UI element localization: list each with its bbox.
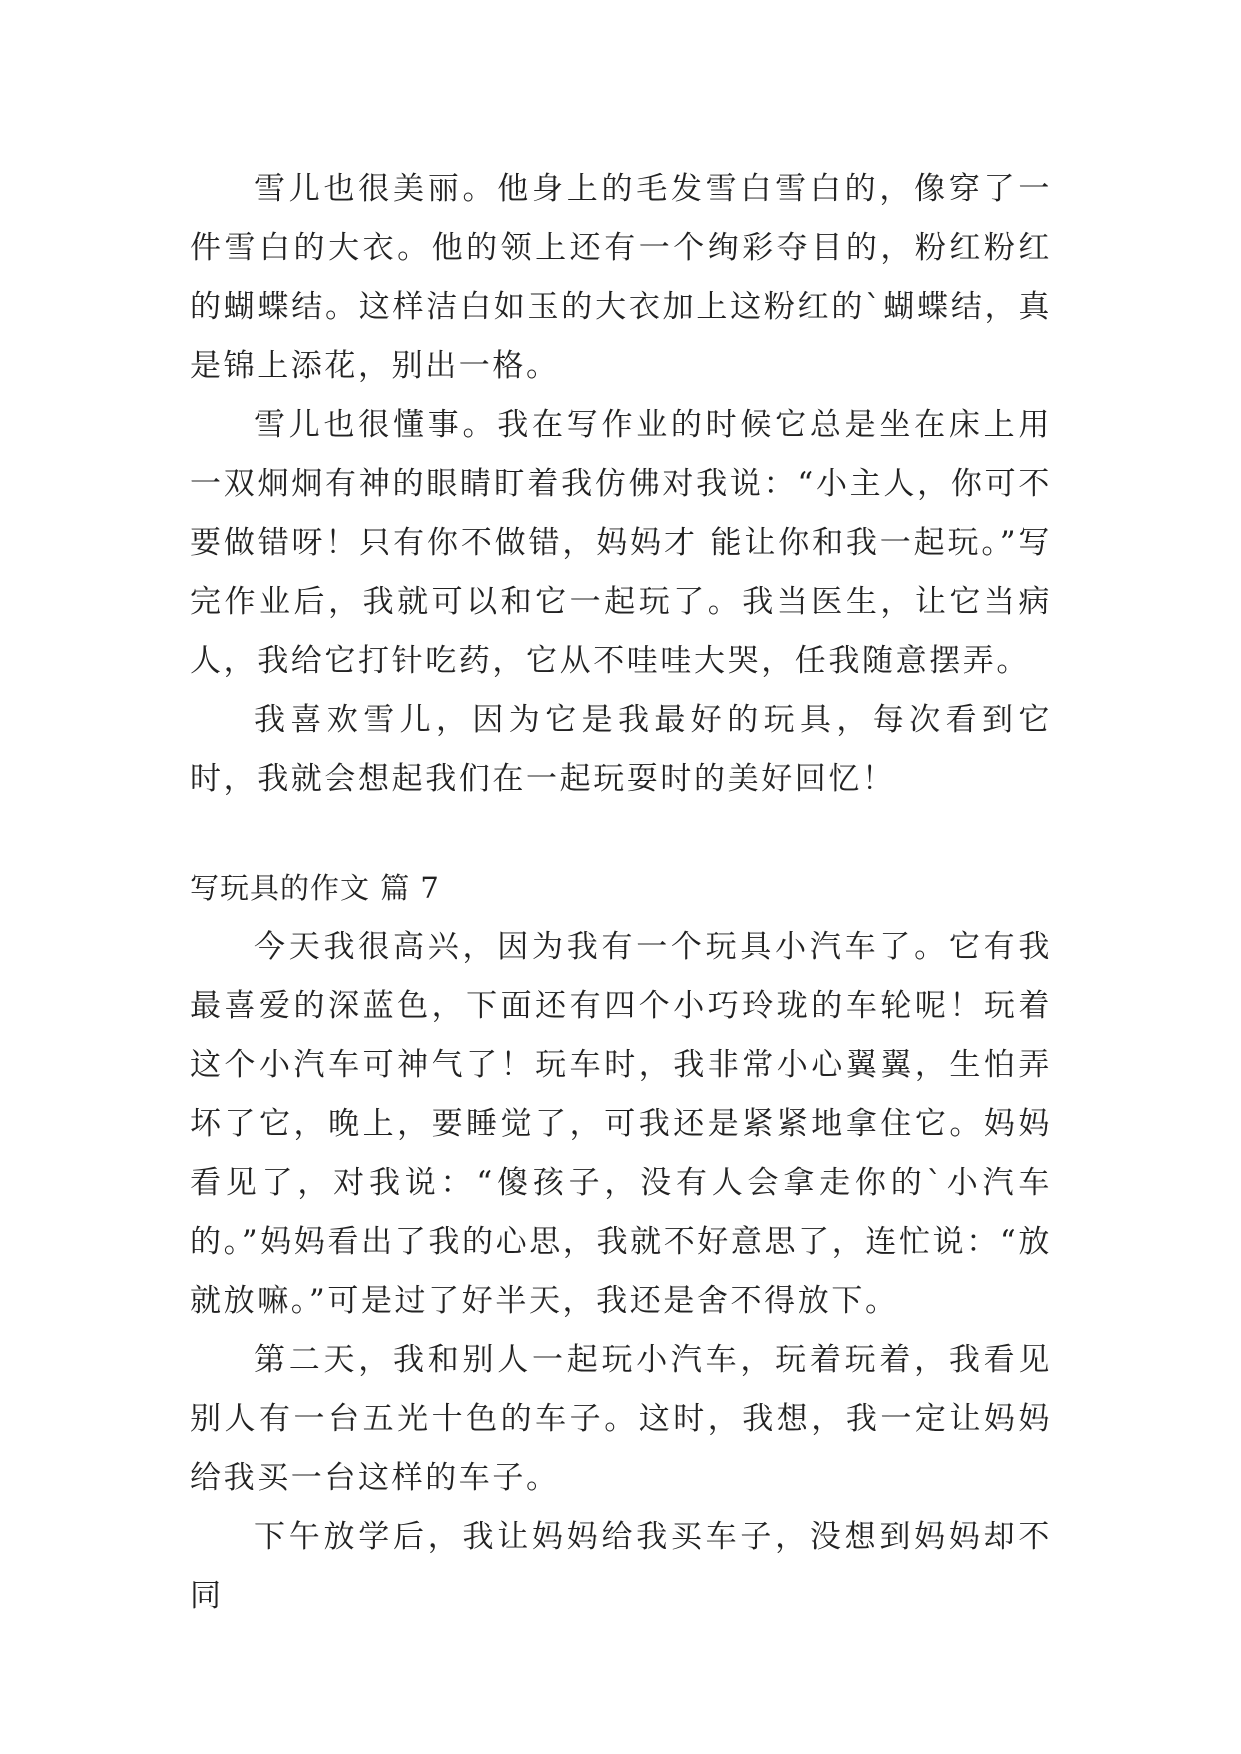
section-spacer	[190, 809, 1052, 859]
paragraph: 雪儿也很美丽。他身上的毛发雪白雪白的，像穿了一件雪白的大衣。他的领上还有一个绚彩夺目的，粉红粉红的蝴蝶结。这样洁白如玉的大衣加上这粉红的`蝴蝶结，真是锦上添花，别出一格。	[190, 171, 1052, 384]
paragraph: 雪儿也很懂事。我在写作业的时候它总是坐在床上用一双炯炯有神的眼睛盯着我仿佛对我说：“小主人，你可不要做错呀！只有你不做错，妈妈才 能让你和我一起玩。”写完作业后，我就可以和它一起玩了。我当医生，让它当病人，我给它打针吃药，它从不哇哇大哭，任我随意摆弄。	[190, 407, 1052, 679]
paragraph: 今天我很高兴，因为我有一个玩具小汽车了。它有我最喜爱的深蓝色，下面还有四个小巧玲珑的车轮呢！玩着这个小汽车可神气了！玩车时，我非常小心翼翼，生怕弄坏了它，晚上，要睡觉了，可我还是紧紧地拿住它。妈妈看见了，对我说：“傻孩子，没有人会拿走你的`小汽车的。”妈妈看出了我的心思，我就不好意思了，连忙说：“放就放嘛。”可是过了好半天，我还是舍不得放下。	[190, 929, 1052, 1319]
document-page	[190, 160, 1052, 1626]
paragraph: 第二天，我和别人一起玩小汽车，玩着玩着，我看见别人有一台五光十色的车子。这时，我想，我一定让妈妈给我买一台这样的车子。	[190, 1342, 1052, 1496]
paragraph: 下午放学后，我让妈妈给我买车子，没想到妈妈却不同	[190, 1519, 1052, 1614]
paragraph: 我喜欢雪儿，因为它是我最好的玩具，每次看到它时，我就会想起我们在一起玩耍时的美好回忆！	[190, 702, 1052, 797]
section-heading: 写玩具的作文 篇 7	[190, 871, 440, 905]
